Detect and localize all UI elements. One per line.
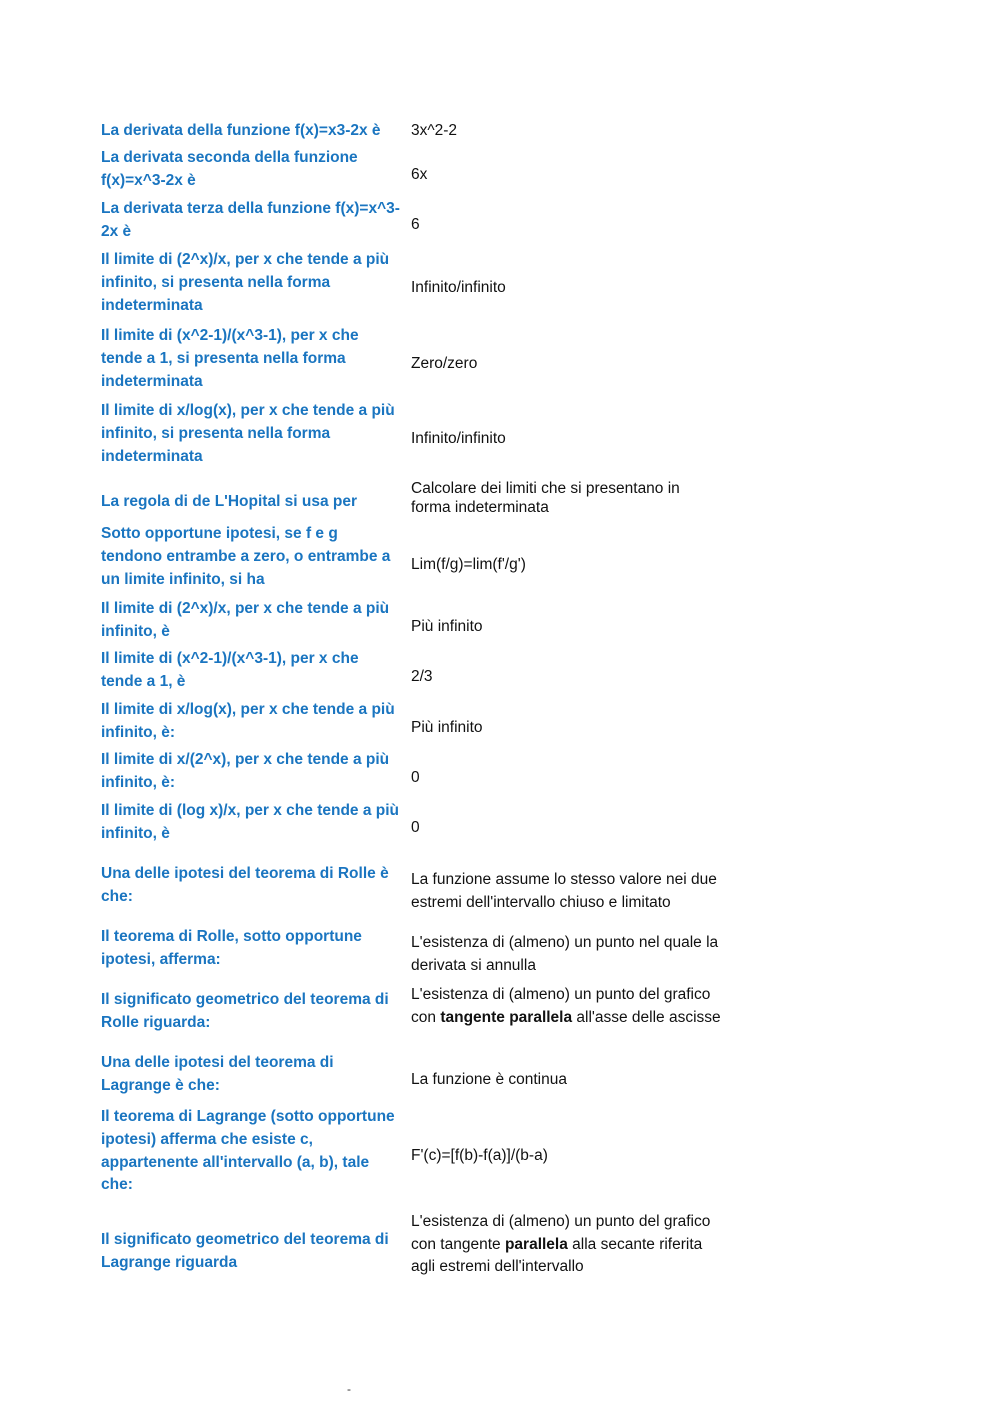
page-footer-mark: - — [347, 1382, 351, 1396]
answer-cell: Infinito/infinito — [411, 278, 506, 296]
question-cell: Il limite di (x^2-1)/(x^3-1), per x che tende a 1, si presenta nella forma indeterminata — [101, 327, 359, 390]
answer-cell: 6x — [411, 165, 428, 183]
question-cell: La derivata terza della funzione f(x)=x^3-2x è — [101, 200, 400, 240]
answer-text: all'asse delle ascisse — [572, 1008, 721, 1026]
question-cell: Il teorema di Rolle, sotto opportune ipotesi, afferma: — [101, 928, 362, 968]
answer-cell: Calcolare dei limiti che si presentano in forma indeterminata — [411, 480, 680, 516]
answer-emphasis: tangente parallela — [440, 1008, 573, 1026]
question-cell: La derivata seconda della funzione f(x)=x^3-2x è — [101, 149, 358, 189]
answer-cell: Lim(f/g)=lim(f'/g') — [411, 555, 526, 573]
question-cell: Il limite di x/log(x), per x che tende a più infinito, è: — [101, 701, 395, 741]
question-cell: Una delle ipotesi del teorema di Lagrange è che: — [101, 1054, 334, 1094]
question-cell: Il limite di (2^x)/x, per x che tende a più infinito, è — [101, 600, 390, 640]
question-cell: Il limite di x/(2^x), per x che tende a più infinito, è: — [101, 751, 390, 791]
question-cell: Sotto opportune ipotesi, se f e g tendono entrambe a zero, o entrambe a un limite infinito, si ha — [101, 525, 391, 588]
question-cell: Il limite di (2^x)/x, per x che tende a più infinito, si presenta nella forma indeterminata — [101, 251, 390, 314]
question-cell: Il teorema di Lagrange (sotto opportune ipotesi) afferma che esiste c, appartenente all'intervallo (a, b), tale che: — [101, 1108, 395, 1194]
answer-text: L'esistenza di (almeno) un punto del grafico con tangente — [411, 1213, 711, 1253]
question-cell: La regola di de L'Hopital si usa per — [101, 492, 358, 510]
question-cell: Il significato geometrico del teorema di Rolle riguarda: — [101, 991, 389, 1031]
answer-cell: Infinito/infinito — [411, 429, 506, 447]
answer-text: L'esistenza di (almeno) un punto del grafico con — [411, 986, 711, 1026]
question-cell: Il limite di x/log(x), per x che tende a più infinito, si presenta nella forma indeterminata — [101, 402, 395, 465]
answer-cell: La funzione assume lo stesso valore nei due estremi dell'intervallo chiuso e limitato — [411, 870, 717, 911]
question-cell: La derivata della funzione f(x)=x3-2x è — [101, 121, 381, 139]
answer-cell: 6 — [411, 215, 420, 233]
answer-text: alla secante riferita agli estremi dell'intervallo — [411, 1235, 703, 1276]
answer-cell: 0 — [411, 818, 420, 836]
answer-cell: 2/3 — [411, 667, 433, 685]
answer-cell — [411, 1211, 721, 1303]
question-cell: Il significato geometrico del teorema di Lagrange riguarda — [101, 1231, 389, 1271]
answer-cell: 0 — [411, 768, 420, 786]
answer-cell: 3x^2-2 — [411, 121, 458, 139]
answer-emphasis: parallela — [504, 1235, 568, 1253]
question-cell: Una delle ipotesi del teorema di Rolle è che: — [101, 865, 389, 905]
answer-cell: Zero/zero — [411, 354, 478, 372]
answer-cell — [411, 984, 721, 1053]
answer-cell: L'esistenza di (almeno) un punto nel quale la derivata si annulla — [411, 934, 719, 974]
answer-cell: La funzione è continua — [411, 1070, 567, 1088]
question-cell: Il limite di (x^2-1)/(x^3-1), per x che tende a 1, è — [101, 650, 359, 690]
answer-cell: F'(c)=[f(b)-f(a)]/(b-a) — [411, 1147, 548, 1165]
answer-cell: Più infinito — [411, 617, 483, 635]
question-cell: Il limite di (log x)/x, per x che tende a più infinito, è — [101, 802, 400, 842]
answer-cell: Più infinito — [411, 718, 483, 736]
